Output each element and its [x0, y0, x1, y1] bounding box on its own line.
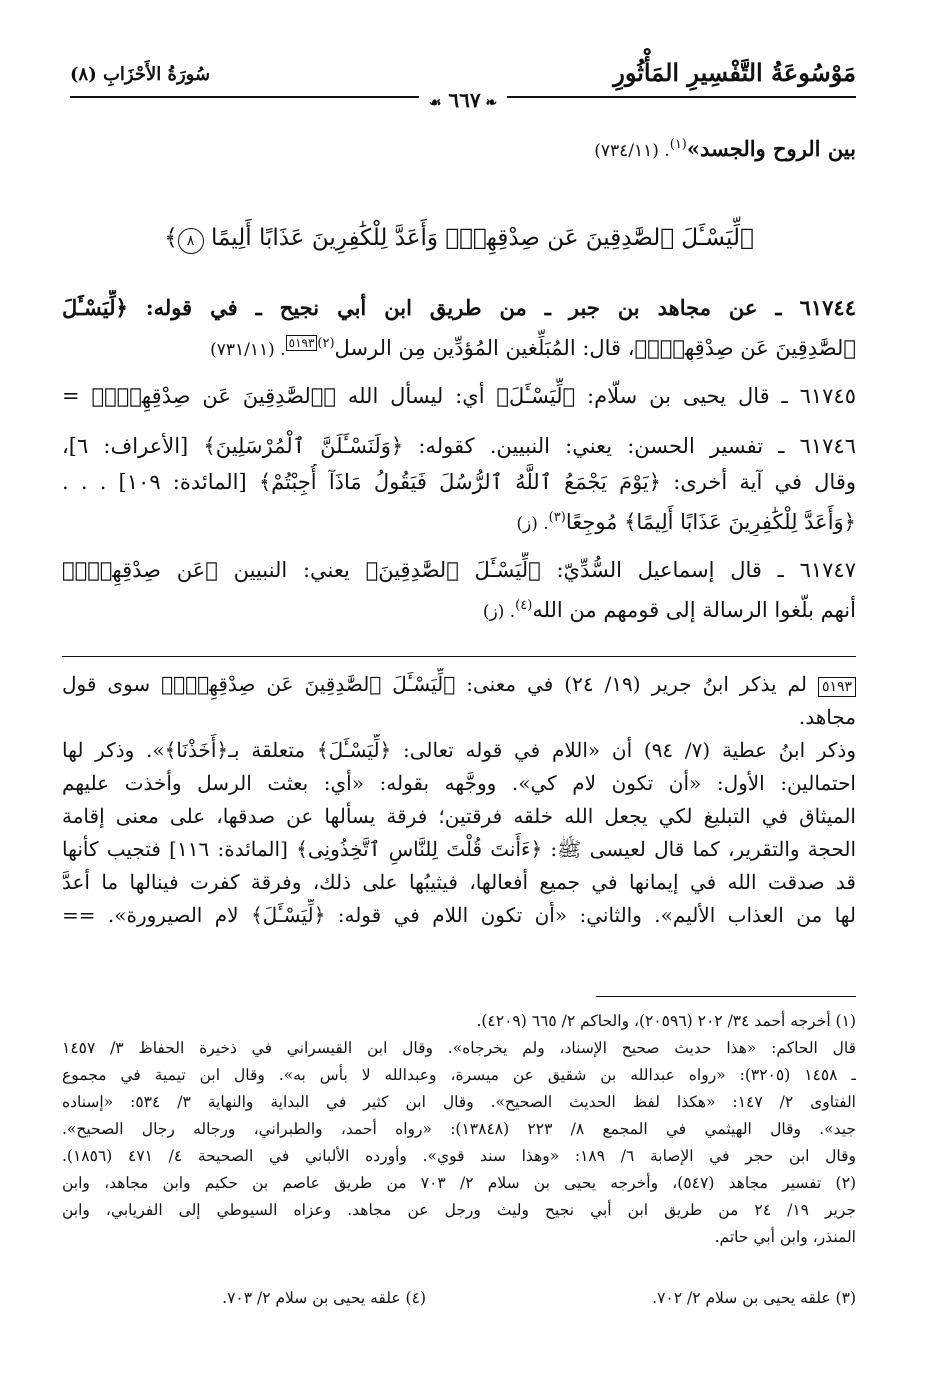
note-line: مجاهد. [798, 705, 856, 729]
volume-ref: . (٧٣٤/١١) [594, 141, 670, 161]
entry-61744 [62, 290, 856, 362]
page-number-wrap [70, 88, 856, 112]
entry-61745 [62, 378, 856, 414]
quran-verse [62, 225, 856, 254]
entry-line: ٦١٧٤٧ ـ قال إسماعيل السُّدِّيّ: ﴿لِّيَسْـَٔلَ ٱلصَّٰدِقِينَ﴾ يعني: النبيين ﴿عَن صِدْقِهِمْۚ﴾ [62, 558, 856, 582]
verse-text: ﴿لِّيَسْـَٔلَ ٱلصَّٰدِقِينَ عَن صِدْقِهِمْۚ وَأَعَدَّ لِلْكَٰفِرِينَ عَذَابًا أَلِيمًا [210, 225, 754, 251]
intro-text: بين الروح والجسد» [686, 136, 856, 161]
entry-line: ٦١٧٤٤ ـ عن مجاهد بن جبر ـ من طريق ابن أبي نجيح ـ في قوله: ﴿لِّيَسْـَٔلَ [62, 295, 856, 320]
footnote-line: جيد». وقال الهيثمي في المجمع ٨/ ٢٢٣ (١٣٨٤٨): «رواه أحمد، والطبراني، ورجاله رجال الصحيح». [62, 1120, 856, 1138]
entry-line [62, 326, 856, 362]
footnote-line: وقال ابن حجر في الإصابة ٦/ ١٨٩: «وهذا سند قوي». وأورده الألباني في الصحيحة ٤/ ٤٧١ (١٨٥٦). [62, 1147, 856, 1165]
footnotes-3-4 [62, 1285, 856, 1312]
note-line: احتمالين: الأول: «أن تكون لام كي». ووجَّهه بقوله: «أي: بعثت الرسل وأخذت عليهم [62, 771, 856, 795]
note-line [62, 668, 856, 701]
book-title: مَوْسُوعَةُ التَّفْسِيرِ المَأْثُورِ [613, 58, 856, 87]
entry-line [62, 500, 856, 536]
footnote-ref: (٤) [515, 598, 533, 613]
footnote-3: (٣) علقه يحيى بن سلام ٢/ ٧٠٢. [652, 1289, 856, 1307]
note-number-box: ٥١٩٣ [818, 677, 856, 697]
footnote-1: (١) أخرجه أحمد ٣٤/ ٢٠٢ (٢٠٥٩٦)، والحاكم ٢/ ٦٦٥ (٤٢٠٩). [476, 1012, 856, 1030]
entry-text: ﴿وَأَعَدَّ لِلْكَٰفِرِينَ عَذَابًا أَلِيمًا﴾ مُوجِعًا [565, 510, 856, 534]
entry-61747 [62, 552, 856, 624]
footnotes [62, 1008, 856, 1251]
footnote-4: (٤) علقه يحيى بن سلام ٢/ ٧٠٣. [222, 1289, 426, 1307]
footnote-line: جرير ١٩/ ٢٤ من طريق ابن أبي نجيح وليث ورجل عن مجاهد. وعزاه السيوطي إلى الفريابي، وابن [62, 1201, 856, 1219]
volume-ref: . (٧٣١/١١) [210, 340, 286, 360]
commentary-note [62, 668, 856, 932]
note-ref-box: ٥١٩٣ [286, 335, 318, 351]
footnote-separator [596, 996, 856, 997]
note-line: الحجة والتقرير، كما قال لعيسى ﷺ: ﴿ءَأَنتَ قُلْتَ لِلنَّاسِ ٱتَّخِذُونِى﴾ [المائدة: ١١٦] فتجيب كأنها [62, 837, 856, 861]
entry-line: ٦١٧٤٦ ـ تفسير الحسن: يعني: النبيين. كقوله: ﴿وَلَنَسْـَٔلَنَّ ٱلْمُرْسَلِينَ﴾ [الأعراف: ٦]، [62, 434, 856, 458]
note-line: قد صدقت الله في إيمانها في جميع أفعالها، فيثيبُها على ذلك، وفرقة كفرت فينالها ما أعدَّ [62, 870, 856, 894]
page-header [70, 58, 856, 112]
ayah-number: ٨ [178, 228, 204, 254]
intro-line [62, 138, 856, 160]
ornament-icon: ❧ [480, 95, 498, 111]
entry-text: ٱلصَّٰدِقِينَ عَن صِدْقِهِمْۚ﴾، قال: المُبَلِّغين المُؤدِّين مِن الرسل [334, 336, 856, 360]
page-number: ٦٦٧ [448, 88, 481, 112]
ornament-icon: ☙ [428, 95, 442, 111]
footnote-ref: (٣) [548, 510, 566, 525]
footnote-line: المنذر، وابن أبي حاتم. [714, 1228, 856, 1246]
page-number-box [419, 88, 507, 112]
note-line: لها من العذاب الأليم». والثاني: «أن تكون اللام في قوله: ﴿لِّيَسْـَٔلَ﴾ لام الصيرورة». == [62, 903, 856, 927]
footnote-line: الفتاوى ٢/ ١٤٧: «هكذا لفظ الحديث الصحيح». وقال ابن كثير في البداية والنهاية ٣/ ٥٣٤: «إسناده [62, 1093, 856, 1111]
entry-text: أنهم بلّغوا الرسالة إلى قومهم من الله [532, 598, 856, 622]
entry-line [62, 588, 856, 624]
note-separator [62, 656, 856, 657]
note-text: لم يذكر ابنُ جرير (١٩/ ٢٤) في معنى: ﴿لِّيَسْـَٔلَ ٱلصَّٰدِقِينَ عَن صِدْقِهِمْۚ﴾ سوى قول [62, 672, 807, 696]
footnote-line: ـ ١٤٥٨ (٣٢٠٥): «رواه عبدالله بن شقيق عن ميسرة، وعبدالله لا بأس به». وقال ابن تيمية في مجموع [62, 1066, 856, 1084]
footnote-ref: (٢) [317, 336, 335, 351]
entry-61746 [62, 428, 856, 536]
note-line: وذكر ابنُ عطية (٧/ ٩٤) أن «اللام في قوله تعالى: ﴿لِّيَسْـَٔلَ﴾ متعلقة بـ﴿أَخَذْنَا﴾». وذكر لها [62, 738, 856, 762]
verse-close: ﴾ [164, 225, 178, 251]
footnote-line: قال الحاكم: «هذا حديث صحيح الإسناد، ولم يخرجاه». وقال ابن القيسراني في ذخيرة الحفاظ ٣/ ١٤٥٧ [62, 1039, 856, 1057]
footnote-2: (٢) تفسير مجاهد (٥٤٧)، وأخرجه يحيى بن سلام ٢/ ٧٠٣ من طريق عاصم بن حكيم وابن مجاهد، وابن [62, 1174, 856, 1192]
note-line: الميثاق في التبليغ لكي يجعل الله خلقه فرقتين؛ فرقة يسألها عن صدقها، على معنى إقامة [62, 804, 856, 828]
entry-line: ٦١٧٤٥ ـ قال يحيى بن سلّام: ﴿لِّيَسْـَٔلَ﴾ أي: ليسأل الله ﴿ٱلصَّٰدِقِينَ عَن صِدْقِهِمْۚ﴾ = [62, 384, 856, 408]
source-mark: . (ز) [516, 514, 549, 534]
source-mark: . (ز) [482, 602, 516, 622]
surah-name: سُورَةُ الأَحْزَابِ (٨) [70, 64, 211, 85]
footnote-ref: (١) [669, 137, 687, 152]
entry-line: وقال في آية أخرى: ﴿يَوْمَ يَجْمَعُ ٱللَّهُ ٱلرُّسُلَ فَيَقُولُ مَاذَآ أُجِبْتُمْ﴾ [المائدة: ١٠٩] . . . [62, 470, 856, 494]
